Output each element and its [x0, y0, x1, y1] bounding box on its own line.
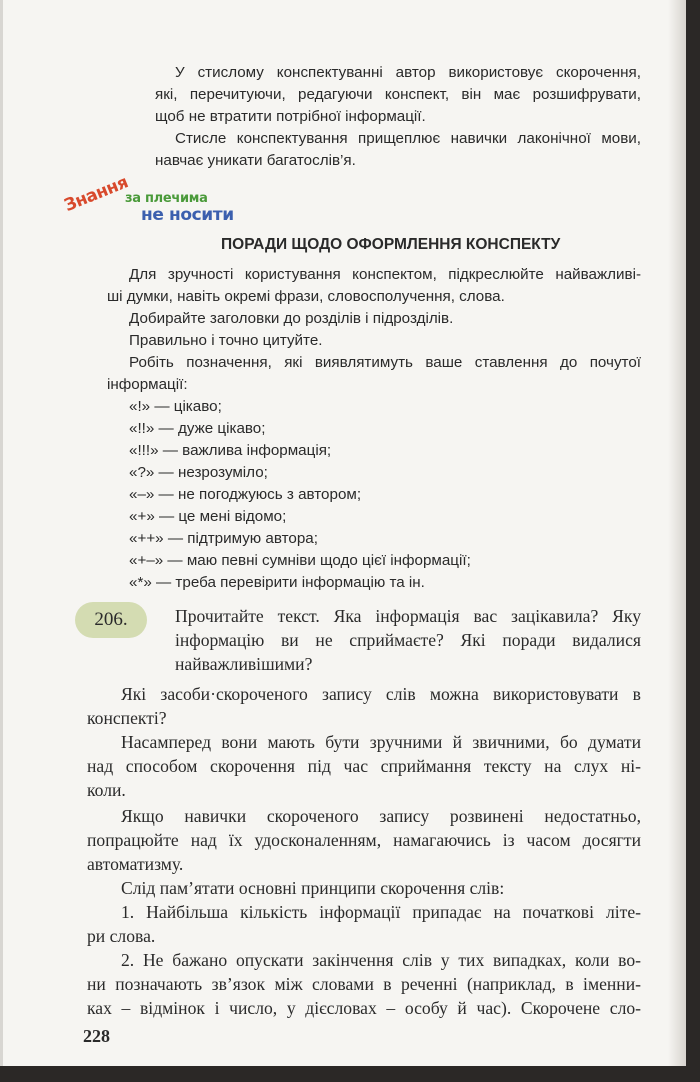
body-p5-line2: ри слова. [87, 926, 156, 946]
exercise-line-1: Прочитайте текст. Яка інформація вас зацікавила? Яку [175, 606, 641, 626]
body-p4-line1: Слід пам’ятати основні принципи скорочення слів: [121, 878, 505, 898]
body-p6-line1: 2. Не бажано опускати закінчення слів у тих випадках, коли во- [121, 950, 641, 970]
intro-para1-line1: У стислому конспектуванні автор використовує скорочення, [175, 64, 641, 81]
page-edge-shadow [668, 0, 686, 1066]
body-p6-line2: ни позначають зв’язок між словами в реченні (наприклад, в іменни- [87, 974, 641, 994]
tip-1-line2: ші думки, навіть окремі фрази, словосполучення, слова. [107, 288, 505, 305]
body-p6-line3: ках – відмінок і число, у дієсловах – особу й час). Скорочене сло- [87, 998, 641, 1018]
body-p1-line1: Які засоби·скороченого запису слів можна використовувати в [121, 684, 641, 704]
tip-1-line1: Для зручності користування конспектом, підкреслюйте найважливі- [129, 266, 641, 283]
exercise-line-2: інформацію ви не сприймаєте? Які поради видалися [175, 630, 641, 650]
tip-2: Добирайте заголовки до розділів і підрозділів. [129, 310, 454, 327]
tip-3: Правильно і точно цитуйте. [129, 332, 323, 349]
mark-item: «!» — цікаво; [129, 398, 222, 415]
body-p2-line1: Насамперед вони мають бути зручними й звичними, бо думати [121, 732, 641, 752]
exercise-line-3: найважливішими? [175, 654, 313, 674]
mark-item: «?» — незрозуміло; [129, 464, 268, 481]
intro-para1-line3: щоб не втратити потрібної інформації. [155, 108, 426, 125]
mark-item: «*» — треба перевірити інформацію та ін. [129, 574, 425, 591]
mark-item: «–» — не погоджуюсь з автором; [129, 486, 362, 503]
intro-para1-line2: які, перечитуючи, редагуючи конспект, він має розшифрувати, [155, 86, 641, 103]
tip-4-line2: інформації: [107, 376, 188, 393]
section-title: ПОРАДИ ЩОДО ОФОРМЛЕННЯ КОНСПЕКТУ [221, 236, 561, 253]
page-number: 228 [83, 1026, 110, 1046]
body-p3-line2: попрацюйте над їх удосконаленням, намагаючись із часом досягти [87, 830, 641, 850]
body-p2-line2: над способом скорочення під час сприймання тексту на слух ні- [87, 756, 641, 776]
mark-item: «+–» — маю певні сумніви щодо цієї інформації; [129, 552, 471, 569]
mark-item: «!!!» — важлива інформація; [129, 442, 332, 459]
logo-word-1: Знання [61, 172, 131, 216]
logo-word-2: за плечима [125, 191, 208, 206]
mark-item: «!!» — дуже цікаво; [129, 420, 266, 437]
body-p3-line3: автоматизму. [87, 854, 184, 874]
body-p5-line1: 1. Найбільша кількість інформації припадає на початкові літе- [121, 902, 641, 922]
body-p1-line2: конспекті? [87, 708, 167, 728]
knowledge-logo [61, 172, 237, 234]
intro-para2-line1: Стисле конспектування прищеплює навички лаконічної мови, [175, 130, 641, 147]
mark-item: «+» — це мені відомо; [129, 508, 287, 525]
body-p3-line1: Якщо навички скороченого запису розвинені недостатньо, [121, 806, 641, 826]
intro-para2-line2: навчає уникати багатослів’я. [155, 152, 356, 169]
tip-4-line1: Робіть позначення, які виявлятимуть ваше ставлення до почутої [129, 354, 641, 371]
exercise-number-badge: 206. [75, 602, 147, 638]
body-p2-line3: коли. [87, 780, 126, 800]
mark-item: «++» — підтримую автора; [129, 530, 318, 547]
logo-word-3: не носити [141, 205, 234, 225]
